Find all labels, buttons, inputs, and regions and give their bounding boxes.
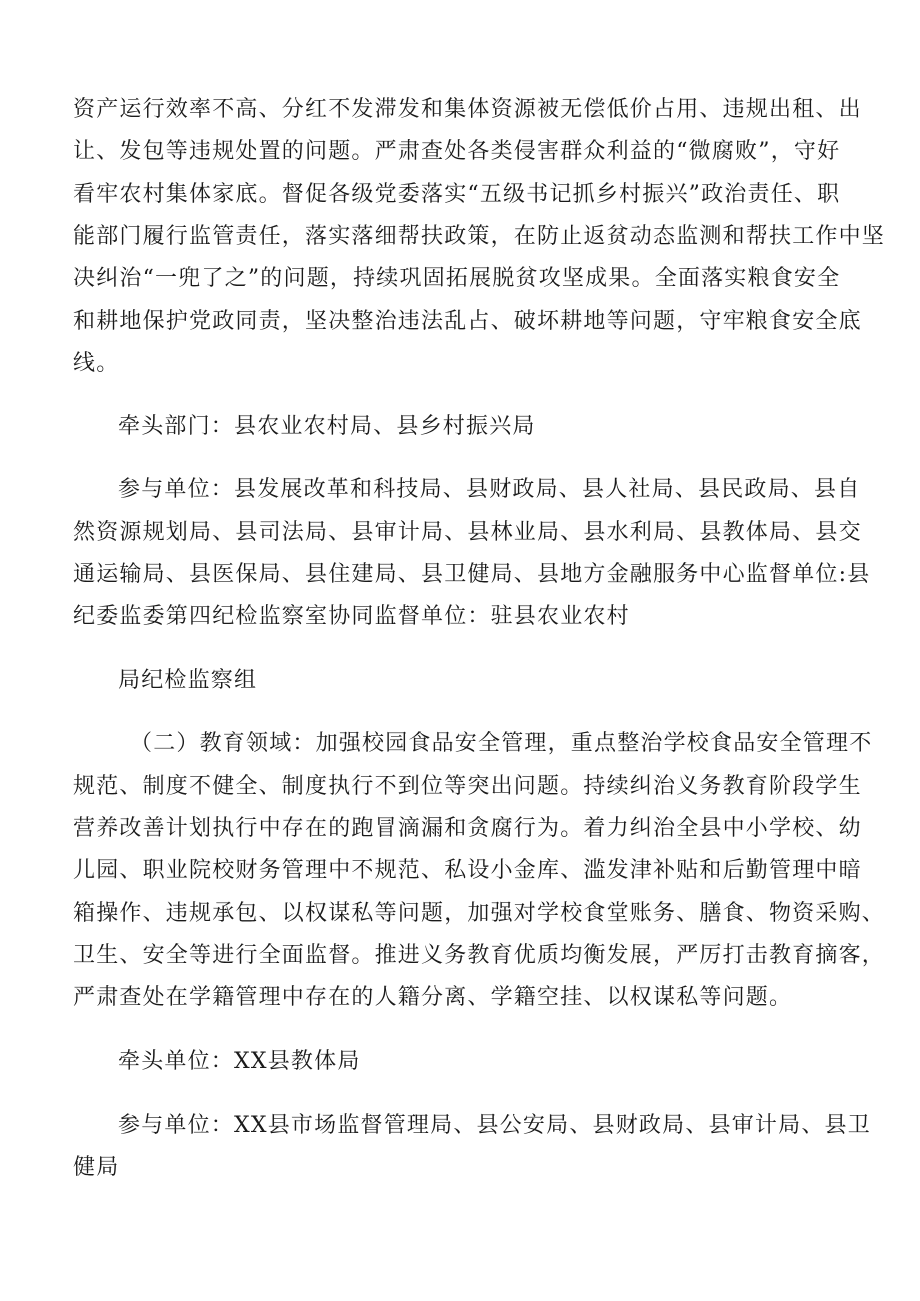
participants-1-tail: 局纪检监察组 [118, 668, 258, 693]
participants-2-line-1: 参与单位：XX县市场监督管理局、县公安局、县财政局、县审计局、县卫 [118, 1113, 871, 1138]
paragraph-1-line-2: 让、发包等违规处置的问题。严肃查处各类侵害群众利益的“微腐败”，守好 [73, 139, 841, 164]
paragraph-2-line-5: 箱操作、违规承包、以权谋私等问题，加强对学校食堂账务、膳食、物资采购、 [73, 901, 886, 926]
lead-department-1: 牵头部门：县农业农村局、县乡村振兴局 [118, 414, 536, 439]
participants-1-line-2: 然资源规划局、县司法局、县审计局、县林业局、县水利局、县教体局、县交 [73, 520, 862, 545]
participants-1-line-1: 参与单位：县发展改革和科技局、县财政局、县人社局、县民政局、县自 [118, 477, 861, 502]
paragraph-1-line-6: 和耕地保护党政同责，坚决整治违法乱占、破坏耕地等问题，守牢粮食安全底 [73, 309, 862, 334]
paragraph-1-line-4: 能部门履行监管责任，落实落细帮扶政策，在防止返贫动态监测和帮扶工作中坚 [73, 224, 886, 249]
paragraph-2-line-6: 卫生、安全等进行全面监督。推进义务教育优质均衡发展，严厉打击教育摘客， [73, 943, 886, 968]
paragraph-1-line-5: 决纠治“一兜了之”的问题，持续巩固拓展脱贫攻坚成果。全面落实粮食安全 [73, 266, 841, 291]
participants-2-line-2: 健局 [73, 1155, 120, 1180]
paragraph-2-line-2: 规范、制度不健全、制度执行不到位等突出问题。持续纠治义务教育阶段学生 [73, 774, 862, 799]
paragraph-2-line-3: 营养改善计划执行中存在的跑冒滴漏和贪腐行为。着力纠治全县中小学校、幼 [73, 816, 862, 841]
paragraph-2-line-7: 严肃查处在学籍管理中存在的人籍分离、学籍空挂、以权谋私等问题。 [73, 985, 793, 1010]
paragraph-2-line-4: 儿园、职业院校财务管理中不规范、私设小金库、滥发津补贴和后勤管理中暗 [73, 858, 862, 883]
lead-unit-2: 牵头单位：XX县教体局 [118, 1049, 361, 1074]
paragraph-2-line-1: （二）教育领域：加强校园食品安全管理，重点整治学校食品安全管理不 [130, 731, 873, 756]
participants-1-line-4: 纪委监委第四纪检监察室协同监督单位：驻县农业农村 [73, 604, 630, 629]
paragraph-1-line-1: 资产运行效率不高、分红不发滞发和集体资源被无偿低价占用、违规出租、出 [73, 97, 862, 122]
paragraph-1-line-3: 看牢农村集体家底。督促各级党委落实“五级书记抓乡村振兴”政治责任、职 [73, 182, 841, 207]
paragraph-1-line-7: 线。 [73, 351, 120, 376]
participants-1-line-3: 通运输局、县医保局、县住建局、县卫健局、县地方金融服务中心监督单位:县 [73, 562, 871, 587]
